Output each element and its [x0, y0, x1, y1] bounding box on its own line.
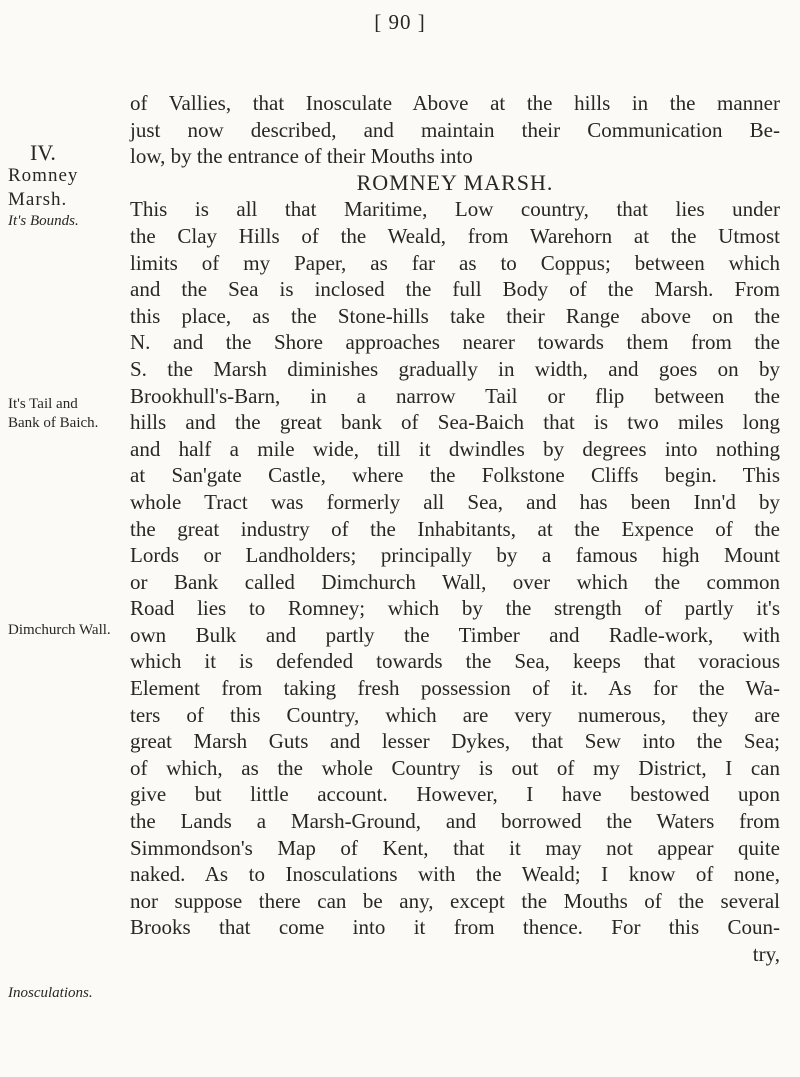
- text-line: and half a mile wide, till it dwindles by degrees into nothing: [130, 436, 780, 461]
- text-line: N. and the Shore approaches nearer towards them from the: [130, 330, 780, 355]
- text-line: which it is defended towards the Sea, keeps that voracious: [130, 649, 780, 674]
- text-line: the Lands a Marsh-Ground, and borrowed the Waters from: [130, 809, 780, 834]
- text-line: just now described, and maintain their Communication Be-: [130, 117, 780, 142]
- text-line: ters of this Country, which are very numerous, they are: [130, 702, 780, 727]
- margin-note-tail-line2: Bank of Baich.: [8, 415, 99, 431]
- text-line: Brookhull's-Barn, in a narrow Tail or flip between the: [130, 383, 780, 408]
- text-line: Lords or Landholders; principally by a famous high Mount: [130, 543, 780, 568]
- margin-note-bounds: It's Bounds.: [8, 213, 79, 229]
- section-heading: ROMNEY MARSH.: [356, 169, 554, 195]
- text-line: Simmondson's Map of Kent, that it may not appear quite: [130, 835, 780, 860]
- margin-section-numeral: IV.: [30, 140, 56, 165]
- text-line: hills and the great bank of Sea-Baich that is two miles long: [130, 410, 780, 435]
- text-line: or Bank called Dimchurch Wall, over which the common: [130, 569, 780, 594]
- margin-note-tail-line1: It's Tail and: [8, 396, 78, 412]
- text-line: own Bulk and partly the Timber and Radle-work, with: [130, 622, 780, 647]
- text-line: at San'gate Castle, where the Folkstone Cliffs begin. This: [130, 463, 780, 488]
- text-line: the great industry of the Inhabitants, at the Expence of the: [130, 516, 780, 541]
- text-line: this place, as the Stone-hills take their Range above on the: [130, 303, 780, 328]
- text-line: This is all that Maritime, Low country, that lies under: [130, 197, 780, 222]
- margin-note-wall: Dimchurch Wall.: [8, 622, 111, 638]
- text-line: the Clay Hills of the Weald, from Warehorn at the Utmost: [130, 223, 780, 248]
- text-line: S. the Marsh diminishes gradually in width, and goes on by: [130, 356, 780, 381]
- text-line: low, by the entrance of their Mouths into: [130, 144, 473, 169]
- text-line: of which, as the whole Country is out of my District, I can: [130, 755, 780, 780]
- margin-section-title-line1: Romney: [8, 165, 79, 186]
- text-line: Road lies to Romney; which by the strength of partly it's: [130, 596, 780, 621]
- page-number: [ 90 ]: [374, 10, 426, 34]
- text-line: Element from taking fresh possession of it. As for the Wa-: [130, 676, 780, 701]
- margin-note-inosculations: Inosculations.: [8, 985, 93, 1001]
- text-line: Brooks that come into it from thence. For this Coun-: [130, 915, 780, 940]
- margin-section-title-line2: Marsh.: [8, 189, 68, 210]
- text-line: whole Tract was formerly all Sea, and has been Inn'd by: [130, 489, 780, 514]
- text-line: of Vallies, that Inosculate Above at the hills in the manner: [130, 91, 780, 115]
- text-line: naked. As to Inosculations with the Weald; I know of none,: [130, 862, 780, 887]
- text-line: great Marsh Guts and lesser Dykes, that Sew into the Sea;: [130, 729, 780, 754]
- body-text: [130, 90, 780, 968]
- text-line: limits of my Paper, as far as to Coppus; between which: [130, 250, 780, 275]
- text-line: nor suppose there can be any, except the Mouths of the several: [130, 888, 780, 913]
- text-line: and the Sea is inclosed the full Body of the Marsh. From: [130, 277, 780, 302]
- text-line: give but little account. However, I have bestowed upon: [130, 782, 780, 807]
- catchword: try,: [752, 942, 780, 966]
